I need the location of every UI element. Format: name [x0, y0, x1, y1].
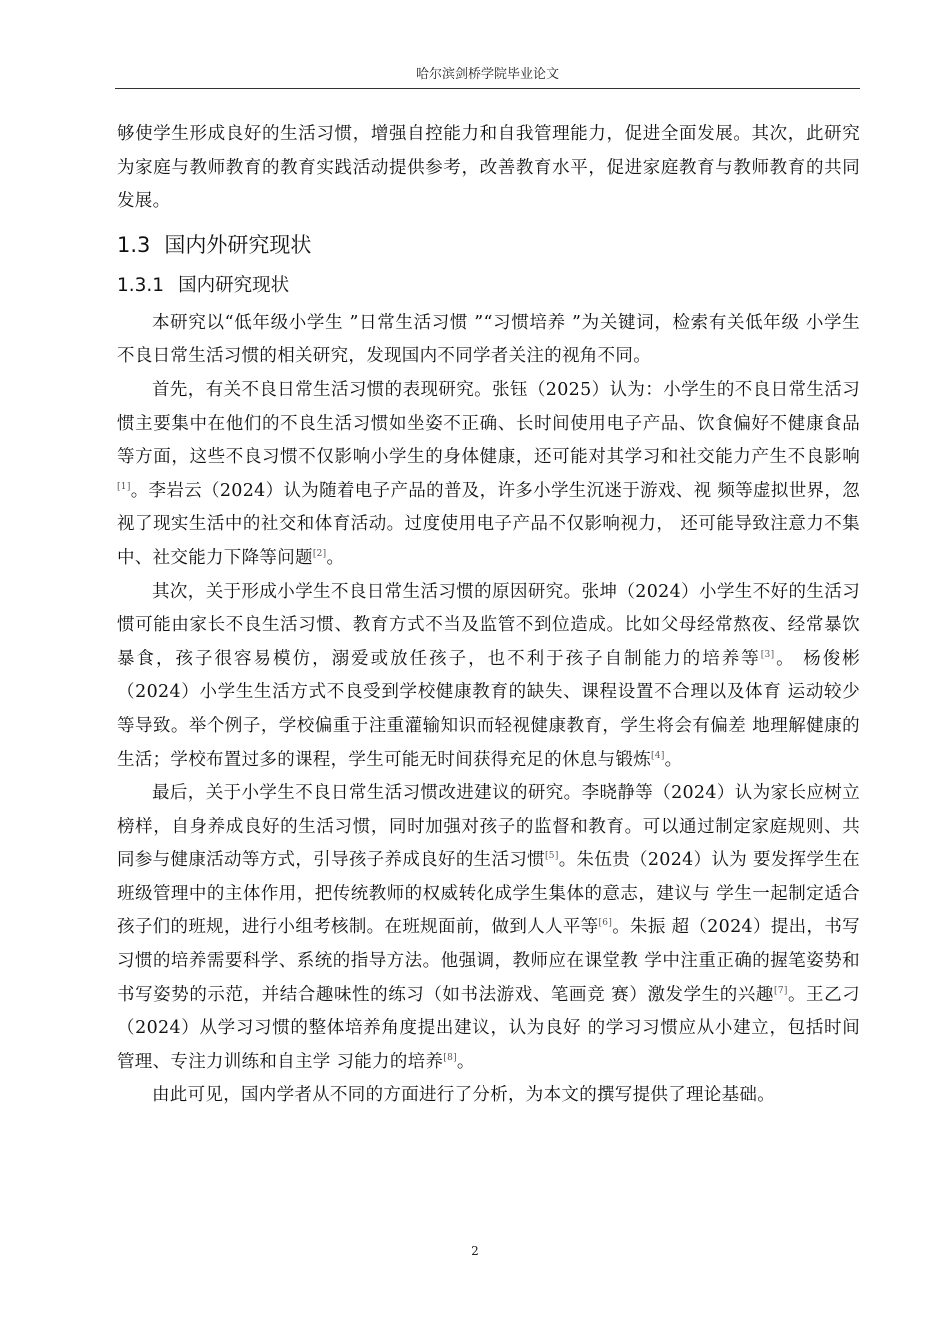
citation-2[interactable]: [2] — [312, 549, 327, 560]
text-run: 。 — [456, 1051, 475, 1072]
subsection-title: 国内研究现状 — [178, 274, 290, 296]
text-run: 最后，关于小学生不良日常生活习惯改进建议的研究。李晓静等（2024）认为家长应树立榜样，自身养成良好的生活习惯，同时加强对孩子的监督和教育。可以通过制定家庭规则、共同参与健康活动等方式，引导孩子养成良好的生活习惯 — [117, 783, 860, 871]
document-body — [117, 118, 860, 1113]
citation-6[interactable]: [6] — [598, 918, 613, 929]
paragraph-conclusion: 由此可见，国内学者从不同的方面进行了分析，为本文的撰写提供了理论基础。 — [152, 1085, 775, 1106]
page-number: 2 — [471, 1244, 479, 1258]
intro-paragraph: 够使学生形成良好的生活习惯，增强自控能力和自我管理能力，促进全面发展。其次，此研究为家庭与教师教育的教育实践活动提供参考，改善教育水平，促进家庭教育与教师教育的共同发展。 — [117, 124, 860, 212]
text-run: 。李岩云（2024）认为随着电子产品的普及，许多小学生沉迷于游戏、视 频等虚拟世界，忽视了现实生活中的社交和体育活动。过度使用电子产品不仅影响视力， 还可能导致注意力不集中、社交能力下降等问题 — [117, 480, 860, 568]
citation-3[interactable]: [3] — [760, 649, 775, 660]
text-run: 。朱伍贵（2024）认为 要发挥学生在班级管理中的主体作用，把传统教师的权威转化成学生集体的意志，建议与 学生一起制定适合孩子们的班规，进行小组考核制。在班规面前，做到人人平等 — [117, 850, 860, 938]
section-title: 国内外研究现状 — [164, 232, 312, 257]
section-heading — [117, 227, 860, 263]
subsection-number: 1.3.1 — [117, 274, 165, 296]
text-run: 。 — [664, 749, 683, 770]
text-run: 首先，有关不良日常生活习惯的表现研究。张钰（2025）认为：小学生的不良日常生活习惯主要集中在他们的不良生活习惯如坐姿不正确、长时间使用电子产品、饮食偏好不健康食品等方面，这些不良习惯不仅影响小学生的身体健康，还可能对其学习和社交能力产生不良影响 — [117, 379, 860, 468]
text-run: 。朱振 超（2024）提出，书写习惯的培养需要科学、系统的指导方法。他强调，教师应在课堂教 学中注重正确的握笔姿势和书写姿势的示范，并结合趣味性的练习（如书法游戏、笔画竞 赛）激发学生的兴趣 — [117, 917, 860, 1005]
text-run: 。 — [326, 547, 345, 568]
text-run: 。 杨俊彬（2024）小学生生活方式不良受到学校健康教育的缺失、课程设置不合理以及体育 运动较少等导致。举个例子，学校偏重于注重灌输知识而轻视健康教育，学生将会有偏差 地理解健康的生活；学校布置过多的课程，学生可能无时间获得充足的休息与锻炼 — [117, 648, 861, 770]
citation-5[interactable]: [5] — [545, 851, 559, 862]
text-run: 其次，关于形成小学生不良日常生活习惯的原因研究。张坤（2024）小学生不好的生活习惯可能由家长不良生活习惯、教育方式不当及监管不到位造成。比如父母经常熬夜、经常暴饮暴食，孩子很容易模仿，溺爱或放任孩子，也不利于孩子自制能力的培养等 — [117, 581, 860, 669]
paragraph-suggestions — [117, 777, 860, 1079]
paragraph-manifestation — [117, 374, 860, 576]
citation-8[interactable]: [8] — [443, 1053, 457, 1064]
citation-4[interactable]: [4] — [651, 750, 665, 761]
citation-7[interactable]: [7] — [774, 985, 788, 996]
subsection-heading — [117, 269, 860, 303]
page-header — [115, 66, 860, 89]
paragraph-causes — [117, 576, 860, 778]
citation-1[interactable]: [1] — [117, 481, 131, 492]
header-title: 哈尔滨剑桥学院毕业论文 — [415, 67, 559, 82]
text-run: 。王乙刁（2024）从学习习惯的整体培养角度提出建议，认为良好 的学习习惯应从小建立，包括时间管理、专注力训练和自主学 习能力的培养 — [117, 984, 860, 1072]
paragraph-keywords: 本研究以“低年级小学生 ”日常生活习惯 ”“习惯培养 ”为关键词，检索有关低年级 小学生不良日常生活习惯的相关研究，发现国内不同学者关注的视角不同。 — [117, 312, 860, 367]
section-number: 1.3 — [117, 232, 151, 257]
